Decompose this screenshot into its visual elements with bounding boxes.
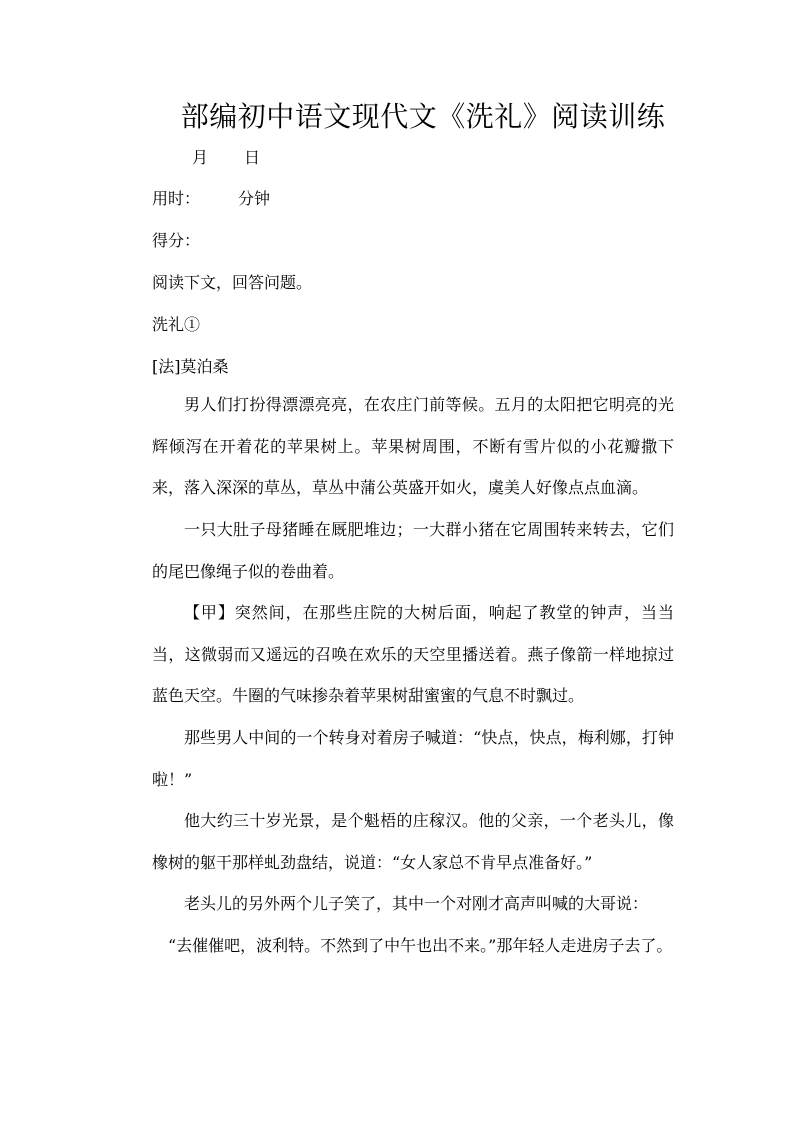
time-used-label: 用时：	[152, 189, 201, 208]
score-label: 得分：	[152, 231, 201, 250]
date-month-label: 月	[192, 148, 209, 167]
time-unit-label: 分钟	[238, 189, 271, 208]
article-title: 洗礼①	[152, 315, 201, 334]
paragraph-7: “去催催吧，波利特。不然到了中午也出不来。”那年轻人走进房子去了。	[168, 936, 673, 955]
date-day-label: 日	[244, 148, 261, 167]
paragraph-6: 老头儿的另外两个儿子笑了，其中一个对刚才高声叫喊的大哥说：	[184, 894, 649, 913]
paragraph-3: 【甲】突然间，在那些庄院的大树后面，响起了教堂的钟声，当当当，这微弱而又遥远的召唤在欢乐的天空里播送着。燕子像箭一样地掠过蓝色天空。牛圈的气味掺杂着苹果树甜蜜蜜的气息不时飘过。	[152, 603, 674, 705]
paragraph-1: 男人们打扮得漂漂亮亮，在农庄门前等候。五月的太阳把它明亮的光辉倾泻在开着花的苹果树上。苹果树周围，不断有雪片似的小花瓣撒下来，落入深深的草丛，草丛中蒲公英盛开如火，虞美人好像点点血滴。	[152, 395, 674, 497]
instruction-text: 阅读下文，回答问题。	[152, 273, 313, 292]
paragraph-4: 那些男人中间的一个转身对着房子喊道：“快点，快点，梅利娜，打钟啦！”	[152, 728, 674, 789]
paragraph-5: 他大约三十岁光景，是个魁梧的庄稼汉。他的父亲，一个老头儿，像橡树的躯干那样虬劲盘结，说道：“女人家总不肯早点准备好。”	[152, 811, 674, 872]
paragraph-2: 一只大肚子母猪睡在厩肥堆边；一大群小猪在它周围转来转去，它们的尾巴像绳子似的卷曲着。	[152, 520, 674, 581]
document-title: 部编初中语文现代文《洗礼》阅读训练	[180, 100, 666, 133]
article-author: [法]莫泊桑	[152, 357, 229, 376]
